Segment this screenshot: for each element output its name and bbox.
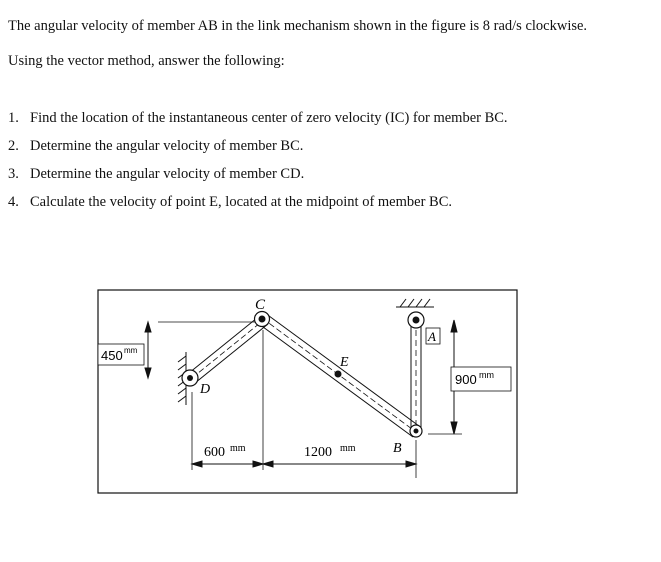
right-height-value: 900 [455,372,477,387]
label-e: E [340,355,349,370]
left-height-unit: mm [124,346,138,355]
question-text: Calculate the velocity of point E, located at the midpoint of member BC. [30,194,453,210]
bottom-left-value: 600 [204,445,225,460]
problem-statement-line-2: Using the vector method, answer the following: [8,53,285,69]
dimension-left-height [145,322,255,378]
pin-c [255,312,270,327]
problem-statement-line-1: The angular velocity of member AB in the link mechanism shown in the figure is 8 rad/s clockwise. [8,18,588,34]
question-text: Determine the angular velocity of member BC. [30,138,304,154]
left-height-value: 450 [101,348,123,363]
question-number: 3. [8,166,19,182]
member-ab [411,318,421,430]
bottom-left-unit: mm [230,443,246,454]
label-a: A [428,329,436,344]
pin-a [408,312,424,328]
question-text: Determine the angular velocity of member CD. [30,166,305,182]
question-number: 1. [8,110,19,126]
bottom-right-value: 1200 [304,445,332,460]
ground-support-a [396,299,434,307]
pin-d [182,370,198,386]
question-text: Find the location of the instantaneous center of zero velocity (IC) for member BC. [30,110,508,126]
right-height-unit: mm [479,370,494,380]
question-number: 2. [8,138,19,154]
point-e-marker [335,371,342,378]
bottom-right-unit: mm [340,443,356,454]
label-b: B [393,441,402,456]
question-number: 4. [8,194,19,210]
label-d: D [200,382,211,397]
label-c: C [255,297,266,313]
pin-b [410,425,422,437]
